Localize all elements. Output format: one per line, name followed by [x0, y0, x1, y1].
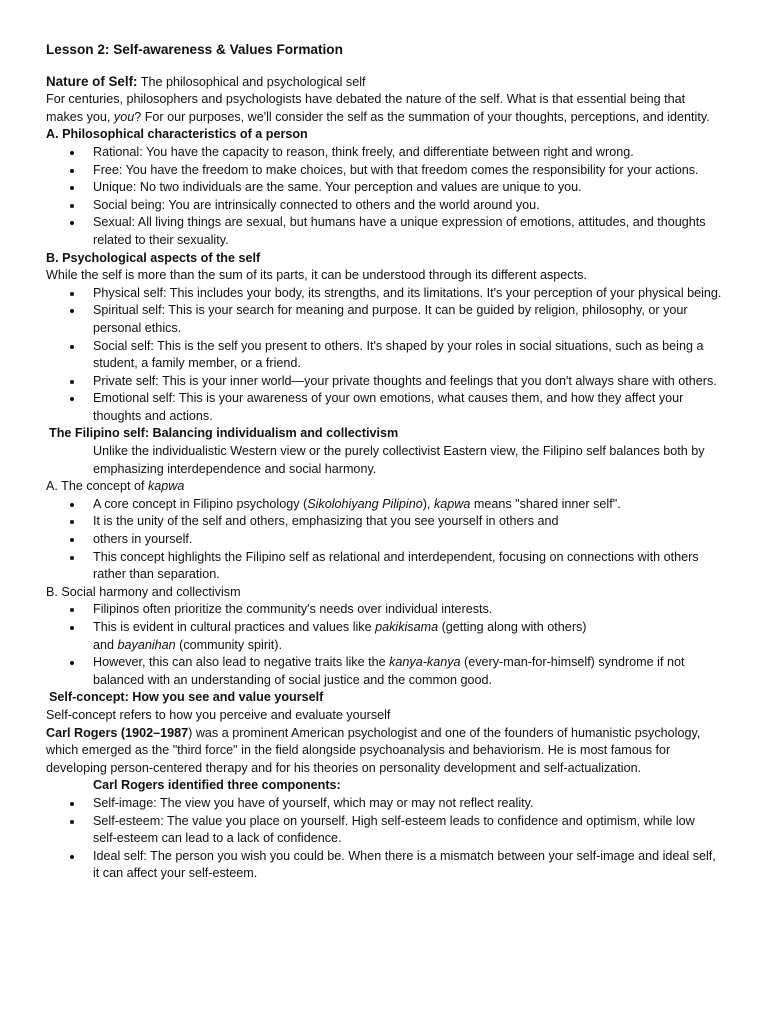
- list-item: Private self: This is your inner world—your private thoughts and feelings that you don't always share with others.: [46, 373, 722, 391]
- nature-intro-emphasis: you: [113, 109, 135, 124]
- text-part: However, this can also lead to negative traits like the: [93, 655, 390, 670]
- emphasis: kanya-kanya: [389, 655, 461, 670]
- selfconcept-heading: Self-concept: How you see and value yourself: [49, 690, 324, 705]
- kapwa-list: [46, 496, 722, 584]
- philosophical-list: [46, 144, 722, 250]
- components-heading: Carl Rogers identified three components:: [93, 778, 341, 793]
- nature-intro-part: For centuries, philosophers and psychologists have debated the nature of the self. What is that essential being that makes you,: [46, 92, 686, 124]
- emphasis: bayanihan: [117, 637, 176, 652]
- lesson-title: Lesson 2: Self-awareness & Values Formation: [46, 42, 343, 57]
- philosophical-heading: A. Philosophical characteristics of a person: [46, 127, 308, 142]
- kapwa-heading: [46, 478, 722, 496]
- text-part: This is evident in cultural practices and values like: [93, 620, 376, 634]
- list-item: Social being: You are intrinsically connected to others and the world around you.: [46, 197, 722, 215]
- filipino-heading: The Filipino self: Balancing individualism and collectivism: [49, 426, 399, 441]
- list-item: Filipinos often prioritize the community's needs over individual interests.: [46, 601, 722, 619]
- text-part: (getting along with others): [438, 620, 587, 634]
- nature-intro: [46, 91, 722, 126]
- list-item: Physical self: This includes your body, its strengths, and its limitations. It's your perception of your physical being.: [46, 285, 722, 303]
- list-item: Rational: You have the capacity to reason, think freely, and differentiate between right and wrong.: [46, 144, 722, 162]
- text-part: ),: [422, 496, 434, 511]
- list-item: Social self: This is the self you present to others. It's shaped by your roles in social situations, such as being a student, a family member, or a friend.: [46, 338, 722, 373]
- emphasis: pakikisama: [375, 620, 439, 634]
- text-part: A core concept in Filipino psychology (: [93, 496, 308, 511]
- list-item: Emotional self: This is your awareness of your own emotions, what causes them, and how they affect your thoughts and actions.: [46, 390, 722, 425]
- rogers-text: ) was a prominent American psychologist and one of the founders of humanistic psychology, which emerged as the "third force" in the field alongside psychoanalysis and behaviorism. He is most famous for developing person-centered therapy and for his theories on personality development and self-actualization.: [46, 725, 701, 775]
- rogers-name: Carl Rogers (1902–1987: [46, 725, 189, 740]
- nature-subtitle: The philosophical and psychological self: [137, 74, 366, 89]
- list-item: Spiritual self: This is your search for meaning and purpose. It can be guided by religion, philosophy, or your personal ethics.: [46, 302, 722, 337]
- list-item: Ideal self: The person you wish you could be. When there is a mismatch between your self-image and ideal self, it can affect your self-esteem.: [46, 848, 722, 883]
- emphasis: kapwa: [433, 496, 471, 511]
- nature-heading-line: [46, 73, 722, 92]
- list-item: It is the unity of the self and others, emphasizing that you see yourself in others and: [46, 513, 722, 531]
- list-item: others in yourself.: [46, 531, 722, 549]
- psychological-heading: B. Psychological aspects of the self: [46, 250, 261, 265]
- harmony-list: [46, 601, 722, 689]
- list-item: Free: You have the freedom to make choices, but with that freedom comes the responsibility for your actions.: [46, 162, 722, 180]
- components-list: [46, 795, 722, 883]
- list-item: [46, 496, 722, 514]
- list-item: [46, 619, 722, 654]
- emphasis: Sikolohiyang Pilipino: [307, 496, 423, 511]
- nature-heading: Nature of Self:: [46, 73, 138, 89]
- kapwa-heading-emphasis: kapwa: [147, 479, 185, 494]
- nature-intro-part: ? For our purposes, we'll consider the self as the summation of your thoughts, perceptions, and identity.: [134, 109, 710, 124]
- rogers-paragraph: [46, 725, 722, 778]
- psychological-list: [46, 285, 722, 426]
- text-part: and: [93, 637, 118, 652]
- kapwa-heading-text: A. The concept of: [46, 479, 148, 494]
- list-item: Self-esteem: The value you place on yourself. High self-esteem leads to confidence and optimism, while low self-esteem can lead to a lack of confidence.: [46, 813, 722, 848]
- selfconcept-intro: Self-concept refers to how you perceive and evaluate yourself: [46, 707, 391, 722]
- harmony-heading: B. Social harmony and collectivism: [46, 584, 241, 599]
- list-item: Unique: No two individuals are the same. Your perception and values are unique to you.: [46, 179, 722, 197]
- list-item: Self-image: The view you have of yourself, which may or may not reflect reality.: [46, 795, 722, 813]
- list-item: [46, 654, 722, 689]
- text-part: (community spirit).: [175, 637, 282, 652]
- text-part: (every-man-for-himself) syndrome if not balanced with an understanding of social justice and the common good.: [93, 655, 685, 687]
- list-item: This concept highlights the Filipino self as relational and interdependent, focusing on connections with others rather than separation.: [46, 549, 722, 584]
- list-item: Sexual: All living things are sexual, but humans have a unique expression of emotions, attitudes, and thoughts related to their sexuality.: [46, 214, 722, 249]
- psychological-intro: While the self is more than the sum of its parts, it can be understood through its different aspects.: [46, 268, 587, 283]
- text-part: means "shared inner self".: [470, 496, 621, 511]
- filipino-intro: Unlike the individualistic Western view or the purely collectivist Eastern view, the Filipino self balances both by emphasizing interdependence and social harmony.: [93, 444, 705, 476]
